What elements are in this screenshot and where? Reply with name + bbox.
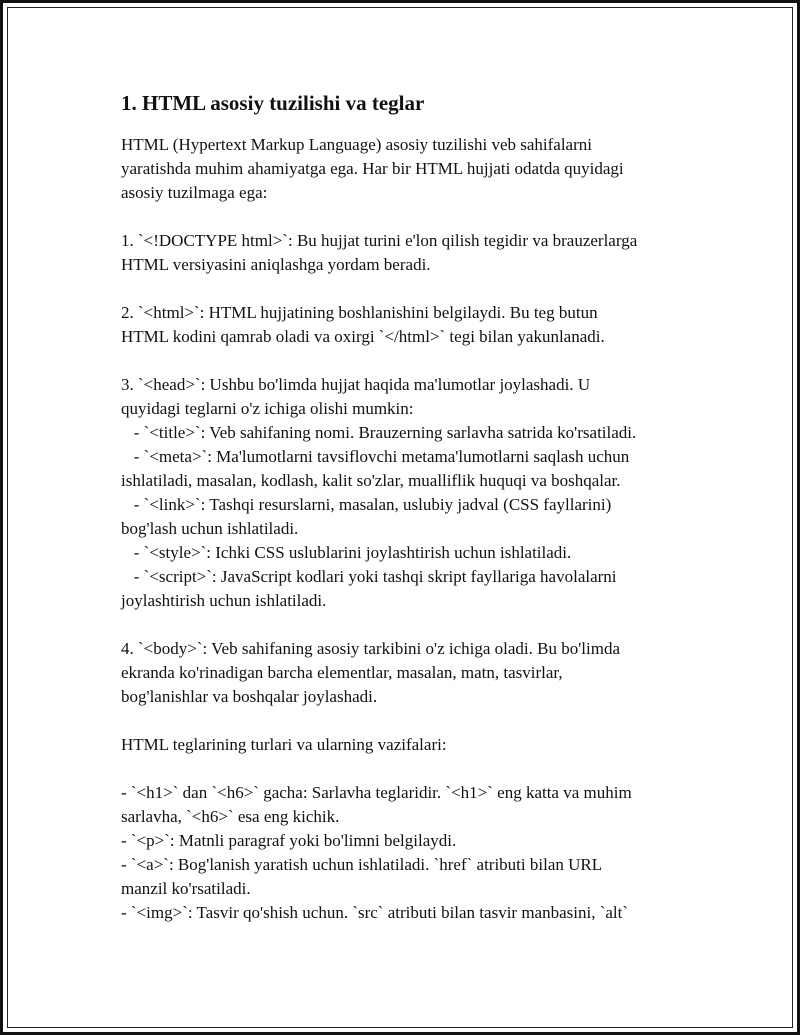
list-item-style: - `<style>`: Ichki CSS uslublarini joylashtirish uchun ishlatiladi. [121,543,572,562]
list-item-title: - `<title>`: Veb sahifaning nomi. Brauzerning sarlavha satrida ko'rsatiladi. [121,423,637,442]
paragraph-tag-types-heading [121,733,691,757]
text-line: 3. `<head>`: Ushbu bo'limda hujjat haqida ma'lumotlar joylashadi. U [121,375,591,394]
list-item-script: - `<script>`: JavaScript kodlari yoki tashqi skript fayllariga havolalarni [121,567,617,586]
text-line: quyidagi teglarni o'z ichiga olishi mumkin: [121,399,414,418]
list-item-anchor: - `<a>`: Bog'lanish yaratish uchun ishlatiladi. `href` atributi bilan URL [121,855,603,874]
text-line: joylashtirish uchun ishlatiladi. [121,591,327,610]
document-body [121,133,691,925]
paragraph-tag-list [121,781,691,925]
list-item-headings: - `<h1>` dan `<h6>` gacha: Sarlavha teglaridir. `<h1>` eng katta va muhim [121,783,632,802]
text-line: yaratishda muhim ahamiyatga ega. Har bir HTML hujjati odatda quyidagi [121,159,624,178]
text-line: bog'lanishlar va boshqalar joylashadi. [121,687,378,706]
text-line: HTML kodini qamrab oladi va oxirgi `</html>` tegi bilan yakunlanadi. [121,327,605,346]
text-line: bog'lash uchun ishlatiladi. [121,519,299,538]
paragraph-intro [121,133,691,205]
text-line: ishlatiladi, masalan, kodlash, kalit so'zlar, mualliflik huquqi va boshqalar. [121,471,621,490]
text-line: HTML (Hypertext Markup Language) asosiy tuzilishi veb sahifalarni [121,135,592,154]
list-item-paragraph: - `<p>`: Matnli paragraf yoki bo'limni belgilaydi. [121,831,457,850]
text-line: manzil ko'rsatiladi. [121,879,251,898]
paragraph-body-tag [121,637,691,709]
text-line: 2. `<html>`: HTML hujjatining boshlanishini belgilaydi. Bu teg butun [121,303,598,322]
text-line: sarlavha, `<h6>` esa eng kichik. [121,807,340,826]
list-item-link: - `<link>`: Tashqi resurslarni, masalan, uslubiy jadval (CSS fayllarini) [121,495,612,514]
document-content [121,89,691,949]
text-line: 4. `<body>`: Veb sahifaning asosiy tarkibini o'z ichiga oladi. Bu bo'limda [121,639,621,658]
list-item-meta: - `<meta>`: Ma'lumotlarni tavsiflovchi metama'lumotlarni saqlash uchun [121,447,630,466]
paragraph-html-tag [121,301,691,349]
text-line: ekranda ko'rinadigan barcha elementlar, masalan, matn, tasvirlar, [121,663,563,682]
text-line: HTML teglarining turlari va ularning vazifalari: [121,735,447,754]
list-item-image: - `<img>`: Tasvir qo'shish uchun. `src` atributi bilan tasvir manbasini, `alt` [121,903,629,922]
section-heading: 1. HTML asosiy tuzilishi va teglar [121,91,425,115]
paragraph-head-tag [121,373,691,613]
text-line: HTML versiyasini aniqlashga yordam beradi. [121,255,431,274]
paragraph-doctype [121,229,691,277]
text-line: asosiy tuzilmaga ega: [121,183,268,202]
text-line: 1. `<!DOCTYPE html>`: Bu hujjat turini e'lon qilish tegidir va brauzerlarga [121,231,638,250]
